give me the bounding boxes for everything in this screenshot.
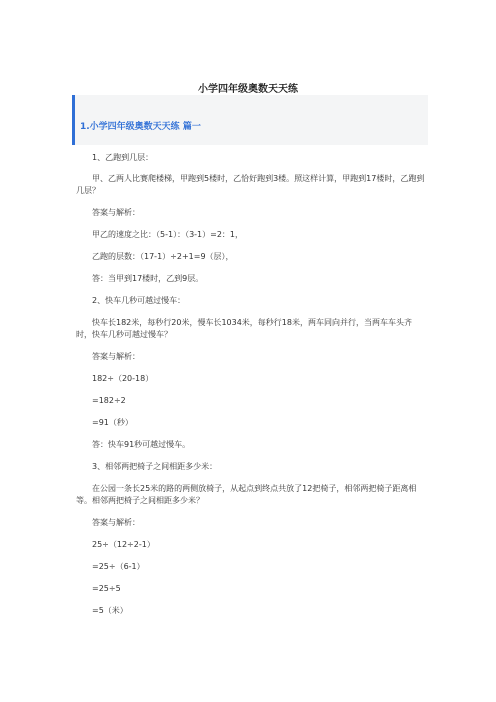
- document-body: [76, 152, 426, 627]
- solution-line: =25÷（6-1）: [92, 562, 145, 571]
- solution-line: 甲乙的速度之比：（5-1）：（3-1）=2：1，: [92, 230, 244, 239]
- question-3-title: 3、相邻两把椅子之间相距多少米：: [92, 462, 218, 471]
- answer-line: 答：快车91秒可越过慢车。: [92, 440, 191, 449]
- answer-heading: 答案与解析：: [92, 352, 140, 361]
- page-title: 小学四年级奥数天天练: [198, 84, 298, 95]
- solution-line: 乙跑的层数：（17-1）÷2+1=9（层），: [92, 252, 234, 261]
- solution-line: 25÷（12÷2-1）: [92, 540, 155, 549]
- solution-line: 182÷（20-18）: [92, 374, 154, 383]
- solution-line: =182÷2: [92, 396, 126, 405]
- section-title: 1.小学四年级奥数天天练 篇一: [80, 122, 201, 132]
- question-3-text: 在公园一条长25米的路的两侧放椅子，从起点到终点共放了12把椅子，相邻两把椅子距离相等。相邻两把椅子之间相距多少米？: [76, 484, 417, 505]
- question-2-text: 快车长182米，每秒行20米，慢车长1034米，每秒行18米，两车同向并行，当两车车头齐时，快车几秒可越过慢车？: [76, 318, 412, 339]
- question-1-text: 甲、乙两人比赛爬楼梯，甲跑到5楼时，乙恰好跑到3楼。照这样计算，甲跑到17楼时，乙跑到几层？: [76, 174, 425, 195]
- solution-line: =5（米）: [92, 606, 128, 615]
- solution-line: =25÷5: [92, 584, 121, 593]
- answer-heading: 答案与解析：: [92, 208, 140, 217]
- question-2-title: 2、快车几秒可越过慢车：: [92, 296, 186, 305]
- solution-line: =91（秒）: [92, 418, 133, 427]
- question-1-title: 1、乙跑到几层：: [92, 153, 154, 162]
- answer-heading: 答案与解析：: [92, 518, 140, 527]
- answer-line: 答：当甲到17楼时，乙到9层。: [92, 274, 204, 283]
- section-heading-box: [72, 95, 428, 145]
